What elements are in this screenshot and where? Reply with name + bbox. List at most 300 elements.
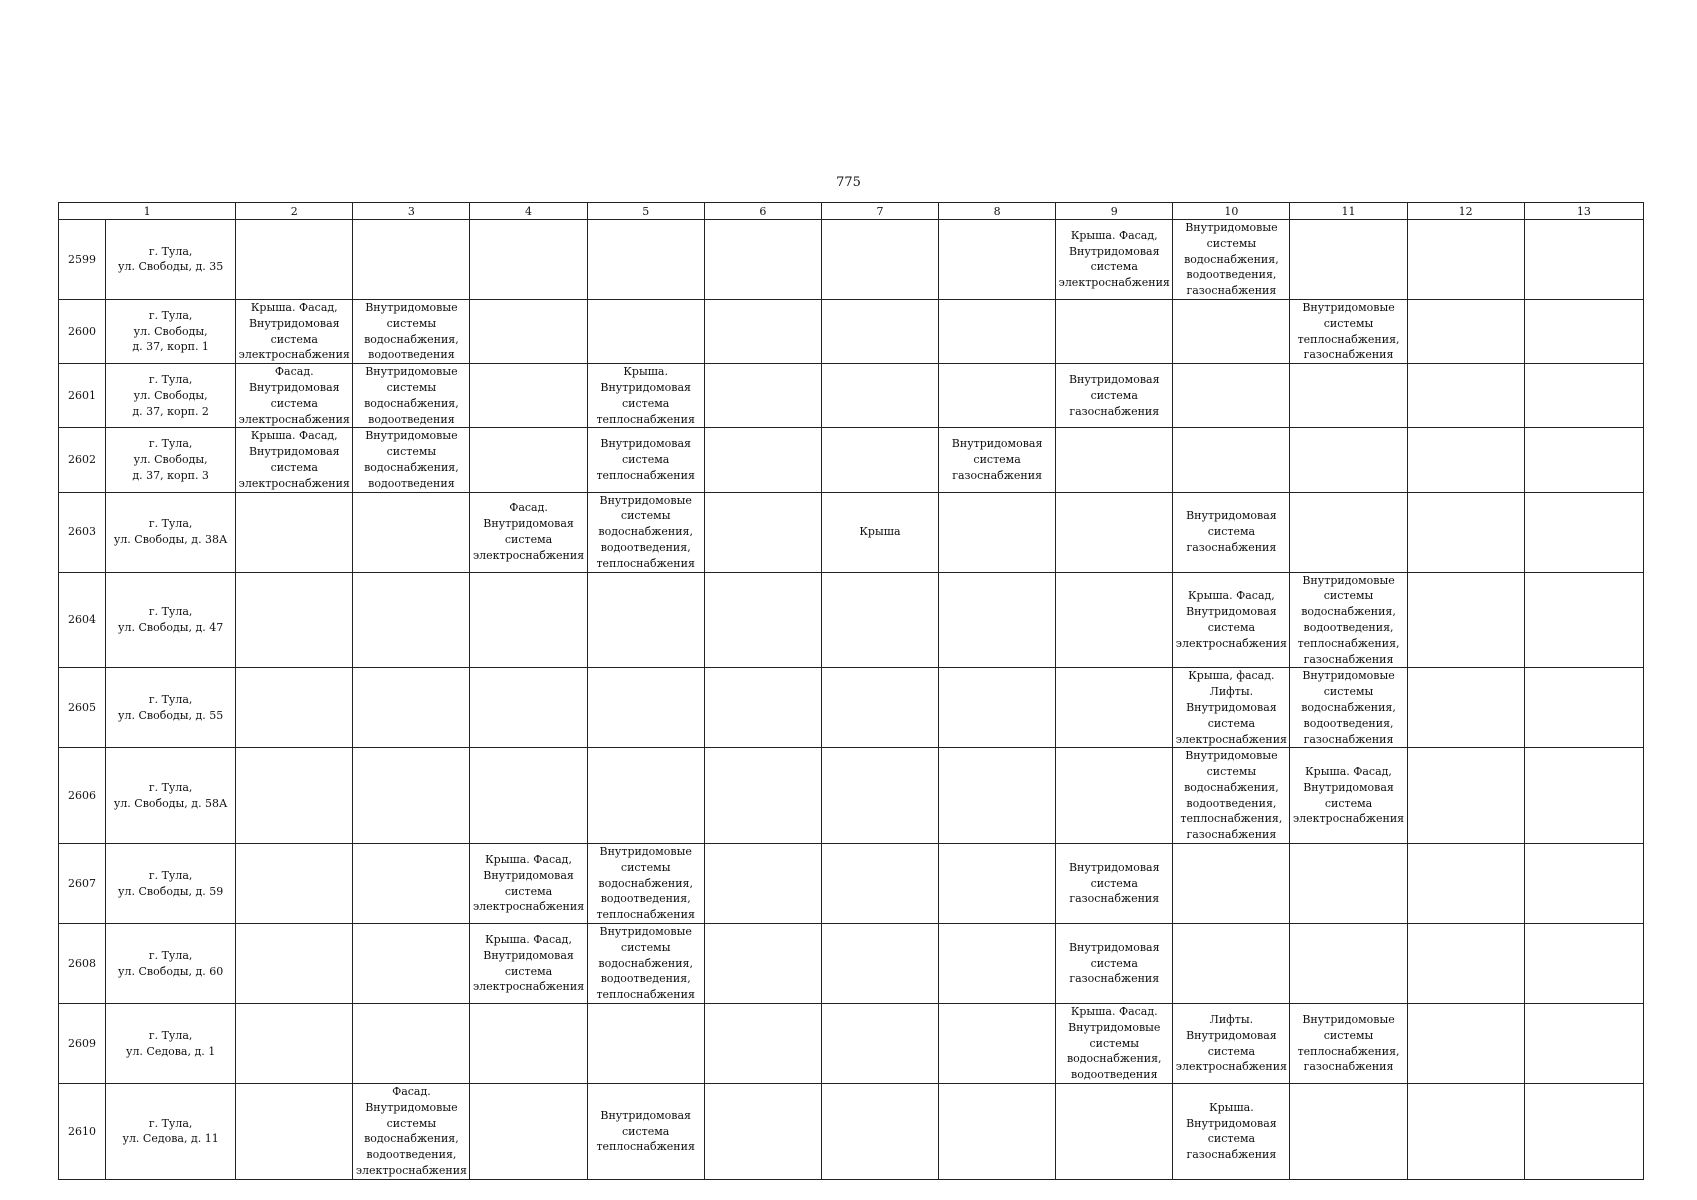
table-row: [59, 748, 1644, 844]
work-cell: [1173, 299, 1290, 363]
work-cell: [587, 364, 704, 428]
work-line: газоснабжения: [1303, 652, 1394, 666]
work-line: система: [622, 1124, 670, 1138]
work-line: Внутридомовая: [1068, 940, 1160, 954]
work-line: Крыша. Фасад,: [485, 852, 572, 866]
work-line: Внутридомовая: [600, 437, 691, 451]
column-header: 8: [939, 203, 1056, 220]
work-line: система: [1207, 525, 1256, 539]
work-cell: [1407, 748, 1524, 844]
address-line: г. Тула,: [148, 693, 193, 706]
work-cell: [353, 572, 470, 668]
work-line: Внутридомовые: [365, 365, 458, 379]
work-cell: [939, 299, 1056, 363]
work-line: газоснабжения: [1069, 404, 1160, 418]
address-cell: [106, 572, 236, 668]
work-line: система: [504, 533, 553, 547]
work-line: системы: [1206, 765, 1257, 779]
work-cell: [704, 299, 821, 363]
work-line: Лифты.: [1209, 685, 1254, 699]
column-header: 2: [236, 203, 353, 220]
work-line: система: [504, 884, 553, 898]
work-line: системы: [386, 316, 437, 330]
work-cell: [1290, 748, 1407, 844]
work-line: водоснабжения,: [1066, 1052, 1162, 1066]
work-cell: [939, 220, 1056, 300]
work-cell: [1173, 572, 1290, 668]
page-number: 775: [836, 175, 861, 190]
work-line: Внутридомовая: [248, 380, 340, 394]
work-line: Крыша. Фасад,: [485, 932, 572, 946]
work-cell: [1524, 1004, 1643, 1084]
work-cell: [470, 220, 587, 300]
table-row: [59, 924, 1644, 1004]
work-line: теплоснабжения: [596, 988, 695, 1002]
address-line: ул. Свободы, д. 35: [118, 260, 224, 274]
work-cell: [236, 572, 353, 668]
work-line: Внутридомовая: [483, 517, 574, 531]
work-cell: [236, 1084, 353, 1180]
work-line: Крыша. Фасад,: [250, 429, 338, 443]
work-cell: [1056, 428, 1173, 492]
address-cell: [106, 844, 236, 924]
work-cell: [353, 428, 470, 492]
work-line: водоотведения: [368, 476, 455, 490]
work-cell: [470, 299, 587, 363]
work-cell: [1290, 572, 1407, 668]
work-cell: [236, 844, 353, 924]
work-cell: [1407, 844, 1524, 924]
work-cell: [1524, 492, 1643, 572]
work-cell: [1524, 572, 1643, 668]
work-line: Внутридомовые: [1068, 1020, 1161, 1034]
work-cell: [704, 220, 821, 300]
work-cell: [704, 668, 821, 748]
work-line: электроснабжения: [1175, 1060, 1287, 1074]
work-cell: [704, 1084, 821, 1180]
work-line: водоснабжения,: [1184, 252, 1279, 266]
work-cell: [353, 299, 470, 363]
work-cell: [353, 1084, 470, 1180]
work-line: системы: [620, 940, 671, 954]
address-cell: [106, 748, 236, 844]
work-line: теплоснабжения: [596, 908, 695, 922]
work-cell: [587, 572, 704, 668]
work-line: системы: [620, 860, 671, 874]
work-cell: [1056, 364, 1173, 428]
work-cell: [236, 299, 353, 363]
address-line: ул. Свободы, д. 58А: [113, 796, 228, 810]
work-cell: [1524, 220, 1643, 300]
work-line: система: [270, 460, 318, 474]
address-line: г. Тула,: [148, 948, 193, 962]
row-number: 2610: [59, 1084, 106, 1180]
address-line: д. 37, корп. 1: [132, 340, 209, 354]
work-cell: [1290, 1004, 1407, 1084]
work-cell: [587, 220, 704, 300]
work-line: водоснабжения,: [364, 396, 459, 410]
work-cell: [821, 844, 938, 924]
work-cell: [821, 1004, 938, 1084]
work-cell: [1524, 748, 1643, 844]
work-line: водоотведения,: [600, 892, 691, 906]
column-header: 11: [1290, 203, 1407, 220]
work-line: Внутридомовые: [1302, 573, 1395, 587]
work-cell: [1056, 220, 1173, 300]
work-cell: [704, 1004, 821, 1084]
work-cell: [1173, 924, 1290, 1004]
work-line: система: [973, 453, 1021, 467]
table-row: [59, 220, 1644, 300]
work-cell: [704, 572, 821, 668]
work-cell: [821, 924, 938, 1004]
work-line: водоснабжения,: [1184, 780, 1279, 794]
work-cell: [470, 364, 587, 428]
work-line: водоснабжения,: [364, 460, 459, 474]
work-cell: [470, 572, 587, 668]
work-cell: [704, 364, 821, 428]
work-line: Крыша. Фасад,: [1188, 589, 1275, 603]
address-line: ул. Свободы, д. 47: [118, 620, 224, 634]
work-cell: [1056, 844, 1173, 924]
work-line: водоснабжения,: [598, 525, 693, 539]
work-cell: [821, 220, 938, 300]
table-row: [59, 1084, 1644, 1180]
address-line: г. Тула,: [148, 868, 193, 882]
work-line: газоснабжения: [1186, 540, 1277, 554]
work-cell: [1407, 220, 1524, 300]
work-line: электроснабжения: [472, 900, 585, 914]
work-cell: [1173, 844, 1290, 924]
work-line: теплоснабжения: [596, 556, 695, 570]
row-number: 2599: [59, 220, 106, 300]
work-line: теплоснабжения,: [1297, 1044, 1400, 1058]
work-line: электроснабжения: [238, 348, 350, 362]
address-line: ул. Седова, д. 11: [122, 1132, 219, 1146]
address-cell: [106, 1004, 236, 1084]
work-line: газоснабжения: [1303, 1060, 1394, 1074]
work-line: Внутридомовая: [1186, 1028, 1277, 1042]
work-cell: [470, 492, 587, 572]
work-cell: [704, 492, 821, 572]
address-line: ул. Свободы,: [133, 324, 208, 338]
work-line: система: [1207, 1132, 1256, 1146]
work-line: системы: [620, 509, 671, 523]
work-line: системы: [386, 1116, 437, 1130]
work-line: системы: [386, 445, 437, 459]
work-cell: [470, 1004, 587, 1084]
work-line: Внутридомовая: [248, 316, 340, 330]
work-cell: [587, 668, 704, 748]
work-line: Лифты.: [1209, 1012, 1254, 1026]
work-cell: [821, 1084, 938, 1180]
work-cell: [1290, 428, 1407, 492]
work-cell: [1173, 1084, 1290, 1180]
work-line: электроснабжения: [1292, 812, 1405, 826]
work-cell: [1524, 428, 1643, 492]
work-line: Внутридомовые: [1302, 300, 1395, 314]
work-cell: [236, 220, 353, 300]
address-line: д. 37, корп. 2: [132, 404, 209, 418]
work-cell: [821, 668, 938, 748]
work-cell: [704, 748, 821, 844]
work-line: Внутридомовая: [483, 868, 574, 882]
work-line: система: [1207, 716, 1256, 730]
work-line: Внутридомовая: [1186, 605, 1277, 619]
work-line: система: [1207, 620, 1256, 634]
work-line: система: [270, 396, 318, 410]
work-line: система: [1090, 956, 1138, 970]
work-cell: [821, 364, 938, 428]
work-line: водоснабжения,: [598, 956, 693, 970]
work-line: Внутридомовая: [1186, 509, 1277, 523]
work-cell: [939, 492, 1056, 572]
work-line: электроснабжения: [472, 980, 585, 994]
work-line: газоснабжения: [1186, 1148, 1277, 1162]
work-cell: [1290, 924, 1407, 1004]
work-line: газоснабжения: [1069, 972, 1160, 986]
column-header: 4: [470, 203, 587, 220]
work-line: Крыша: [859, 525, 901, 539]
address-line: г. Тула,: [148, 605, 193, 619]
work-cell: [821, 428, 938, 492]
work-cell: [353, 668, 470, 748]
work-cell: [587, 748, 704, 844]
work-line: Внутридомовая: [1068, 860, 1160, 874]
work-cell: [821, 492, 938, 572]
work-cell: [939, 1004, 1056, 1084]
work-line: Внутридомовая: [600, 1108, 691, 1122]
table-row: [59, 844, 1644, 924]
work-cell: [939, 668, 1056, 748]
work-line: водоотведения,: [600, 972, 691, 986]
work-cell: [1407, 668, 1524, 748]
address-cell: [106, 924, 236, 1004]
row-number: 2606: [59, 748, 106, 844]
work-line: водоснабжения,: [1301, 700, 1396, 714]
address-cell: [106, 1084, 236, 1180]
work-cell: [1056, 299, 1173, 363]
work-line: система: [1090, 260, 1138, 274]
work-line: водоснабжения,: [364, 332, 459, 346]
work-cell: [939, 364, 1056, 428]
column-header: 5: [587, 203, 704, 220]
address-line: г. Тула,: [148, 517, 193, 531]
work-cell: [587, 299, 704, 363]
table-row: [59, 572, 1644, 668]
work-cell: [1407, 428, 1524, 492]
row-number: 2601: [59, 364, 106, 428]
work-line: Крыша.: [623, 365, 668, 379]
work-cell: [1173, 364, 1290, 428]
work-cell: [1407, 492, 1524, 572]
work-cell: [1056, 748, 1173, 844]
work-line: Внутридомовые: [365, 300, 458, 314]
address-cell: [106, 668, 236, 748]
work-line: Крыша. Фасад,: [1305, 765, 1392, 779]
work-line: система: [504, 964, 553, 978]
work-cell: [1173, 668, 1290, 748]
work-cell: [236, 492, 353, 572]
column-header: 3: [353, 203, 470, 220]
work-cell: [939, 924, 1056, 1004]
work-cell: [1290, 668, 1407, 748]
work-line: Внутридомовые: [599, 925, 692, 939]
work-cell: [821, 299, 938, 363]
work-cell: [1056, 668, 1173, 748]
work-line: системы: [1323, 685, 1374, 699]
header-row: [59, 203, 1644, 220]
address-line: ул. Свободы,: [133, 388, 208, 402]
work-cell: [587, 1004, 704, 1084]
work-line: электроснабжения: [238, 476, 350, 490]
work-line: Внутридомовая: [1068, 244, 1160, 258]
work-cell: [704, 924, 821, 1004]
work-cell: [1056, 1004, 1173, 1084]
work-cell: [353, 924, 470, 1004]
work-cell: [821, 748, 938, 844]
work-cell: [939, 1084, 1056, 1180]
work-cell: [1407, 1084, 1524, 1180]
work-line: теплоснабжения: [596, 1140, 695, 1154]
work-line: Внутридомовые: [1302, 1012, 1395, 1026]
work-cell: [1290, 299, 1407, 363]
work-line: водоснабжения,: [1301, 605, 1396, 619]
work-line: Внутридомовая: [1068, 373, 1160, 387]
address-line: ул. Седова, д. 1: [125, 1044, 216, 1058]
work-cell: [236, 1004, 353, 1084]
work-cell: [1407, 924, 1524, 1004]
column-header: 9: [1056, 203, 1173, 220]
work-cell: [1290, 492, 1407, 572]
work-line: системы: [1323, 1028, 1374, 1042]
address-line: г. Тула,: [148, 1028, 193, 1042]
work-line: Внутридомовые: [1302, 669, 1395, 683]
work-line: водоотведения: [368, 412, 455, 426]
table-row: [59, 1004, 1644, 1084]
work-cell: [587, 492, 704, 572]
work-line: водоотведения,: [600, 540, 691, 554]
work-line: электроснабжения: [1175, 636, 1287, 650]
address-line: ул. Свободы, д. 60: [118, 964, 224, 978]
table-row: [59, 668, 1644, 748]
work-line: водоотведения,: [1186, 796, 1277, 810]
work-line: теплоснабжения,: [1180, 812, 1283, 826]
work-cell: [353, 748, 470, 844]
work-line: Внутридомовые: [1185, 221, 1278, 234]
work-line: Внутридомовые: [1185, 749, 1278, 763]
work-line: системы: [1206, 236, 1257, 250]
work-cell: [353, 364, 470, 428]
work-cell: [1056, 572, 1173, 668]
work-line: Внутридомовые: [599, 845, 692, 859]
table-row: [59, 364, 1644, 428]
work-cell: [236, 668, 353, 748]
work-cell: [1290, 844, 1407, 924]
work-line: система: [1324, 796, 1373, 810]
work-cell: [1524, 924, 1643, 1004]
work-line: газоснабжения: [1186, 828, 1277, 842]
address-line: г. Тула,: [148, 437, 193, 451]
work-cell: [1290, 220, 1407, 300]
work-cell: [1173, 492, 1290, 572]
column-header: 7: [821, 203, 938, 220]
table-row: [59, 299, 1644, 363]
address-cell: [106, 364, 236, 428]
work-line: Внутридомовые: [365, 1100, 458, 1114]
work-line: газоснабжения: [1303, 732, 1394, 746]
work-line: электроснабжения: [1058, 276, 1170, 290]
work-cell: [1524, 364, 1643, 428]
work-cell: [353, 492, 470, 572]
work-line: Внутридомовые: [599, 493, 692, 507]
work-cell: [587, 924, 704, 1004]
work-cell: [236, 428, 353, 492]
work-line: Крыша, фасад.: [1188, 669, 1275, 683]
work-cell: [1407, 572, 1524, 668]
work-line: газоснабжения: [1186, 284, 1277, 298]
work-line: водоотведения,: [1186, 268, 1277, 282]
table-body: [59, 220, 1644, 1180]
repair-schedule-table: [58, 202, 1644, 1180]
work-line: система: [622, 396, 670, 410]
address-line: г. Тула,: [148, 1116, 193, 1130]
work-cell: [1056, 1084, 1173, 1180]
work-cell: [236, 924, 353, 1004]
work-line: Внутридомовая: [248, 445, 340, 459]
work-line: Фасад.: [509, 501, 548, 515]
work-line: Внутридомовая: [1186, 1116, 1277, 1130]
work-cell: [1173, 748, 1290, 844]
work-line: Крыша. Фасад.: [1070, 1005, 1158, 1019]
work-line: водоснабжения,: [364, 1132, 459, 1146]
work-cell: [353, 220, 470, 300]
work-line: системы: [386, 380, 437, 394]
work-line: газоснабжения: [952, 468, 1043, 482]
work-cell: [1056, 492, 1173, 572]
work-line: Внутридомовая: [1186, 700, 1277, 714]
row-number: 2604: [59, 572, 106, 668]
work-cell: [470, 668, 587, 748]
work-cell: [821, 572, 938, 668]
work-cell: [1524, 668, 1643, 748]
address-cell: [106, 220, 236, 300]
work-line: Внутридомовая: [483, 948, 574, 962]
row-number: 2605: [59, 668, 106, 748]
work-line: водоснабжения,: [598, 876, 693, 890]
work-line: водоотведения,: [1303, 716, 1394, 730]
work-line: Внутридомовая: [951, 437, 1043, 451]
address-line: ул. Свободы,: [133, 453, 208, 467]
work-cell: [939, 572, 1056, 668]
column-header: 1: [59, 203, 236, 220]
work-line: газоснабжения: [1069, 892, 1160, 906]
table-row: [59, 428, 1644, 492]
work-cell: [470, 1084, 587, 1180]
work-line: Фасад.: [392, 1085, 431, 1099]
work-cell: [353, 1004, 470, 1084]
column-header: 13: [1524, 203, 1643, 220]
column-header: 12: [1407, 203, 1524, 220]
work-cell: [587, 844, 704, 924]
work-cell: [587, 428, 704, 492]
work-cell: [1524, 1084, 1643, 1180]
address-line: г. Тула,: [148, 373, 193, 387]
work-cell: [1407, 364, 1524, 428]
row-number: 2607: [59, 844, 106, 924]
work-line: газоснабжения: [1303, 348, 1394, 362]
work-cell: [353, 844, 470, 924]
